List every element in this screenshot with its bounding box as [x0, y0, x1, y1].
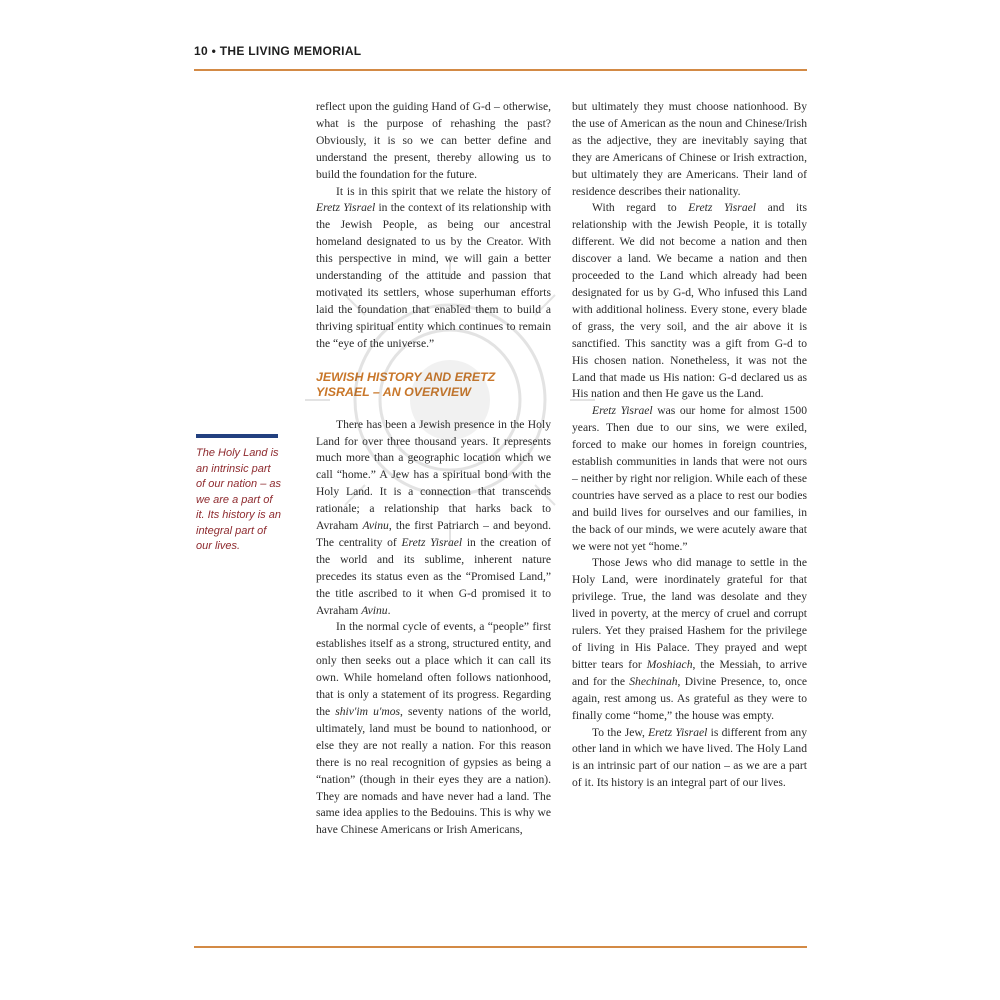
paragraph: Eretz Yisrael was our home for almost 1500 years. Then due to our sins, we were exiled, forced to make our homes in foreign countries, establish communities in lands that were not ours – neither by right nor religion. While each of these countries have served as a place to rest our bodies and build lives for ourselves and our families, in the back of our minds, we were acutely aware that we were not yet “home.” [572, 404, 807, 553]
paragraph: reflect upon the guiding Hand of G-d – otherwise, what is the purpose of rehashing the past? Obviously, it is so we can better define and understand the present, thereby allowing us to build the foundation for the future. [316, 100, 551, 181]
section-heading: JEWISH HISTORY AND ERETZ YISRAEL – AN OVERVIEW [316, 369, 496, 400]
sidebar-accent-bar [196, 434, 278, 438]
paragraph: Those Jews who did manage to settle in the Holy Land, were inordinately grateful for that privilege. True, the land was desolate and they lived in poverty, at the mercy of cruel and corrupt rulers. Yet they praised Hashem for the privilege of living in His Palace. They prayed and wept bitter tears for Moshiach, the Messiah, to arrive and for the Shechinah, Divine Presence, to, once again, rest among us. As grateful as they were to finally come “home,” the house was empty. [572, 556, 807, 722]
paragraph: but ultimately they must choose nationhood. By the use of American as the noun and Chinese/Irish as the adjective, they are inevitably saying that they are Americans of Chinese or Irish extraction, but ultimately they are Americans. Their land of residence describes their nationality. [572, 100, 807, 198]
paragraph: It is in this spirit that we relate the history of Eretz Yisrael in the context of its relationship with the Jewish People, as being our ancestral homeland designated to us by the Creator. With this perspective in mind, we will gain a better understanding of the attitude and passion that motivated its settlers, whose superhuman efforts laid the foundation that enabled them to build a thriving spiritual entity which continues to remain the “eye of the universe.” [316, 184, 551, 350]
paragraph: With regard to Eretz Yisrael and its relationship with the Jewish People, it is totally different. We did not become a nation and then discover a land. We became a nation and then proceeded to the Land which already had been designated for us by G-d, Who infused this Land with additional holiness. Every stone, every blade of grass, the very soil, and the air above it is sanctified. This sanctity was a gift from G-d to His chosen nation. Nonetheless, it was not the Land that made us His nation: G-d declared us as His nation and then He gave us the Land. [572, 201, 807, 401]
paragraph: There has been a Jewish presence in the Holy Land for over three thousand years. It represents much more than a geographic location which we call “home.” A Jew has a spiritual bond with the Holy Land. It is a connection that transcends rationale; a relationship that harks back to Avraham Avinu, the first Patriarch – and beyond. The centrality of Eretz Yisrael in the creation of the world and its sublime, inherent nature precedes its status even as the “Promised Land,” the title ascribed to it when G-d promised it to Avraham Avinu. [316, 417, 551, 617]
text-column-right [572, 99, 807, 792]
paragraph: In the normal cycle of events, a “people” first establishes itself as a strong, structured entity, and only then seeks out a place which it can call its own. While homeland often follows nationhood, that is only a statement of its progress. Regarding the shiv'im u'mos, seventy nations of the world, ultimately, land must be bound to nationhood, or else they are not really a nation. For this reason there is no real recognition of gypsies as being a “nation” (though in their eyes they are a nation). They are nomads and have never had a land. The same idea applies to the Bedouins. This is why we have Chinese Americans or Irish Americans, [316, 620, 552, 837]
header-rule [194, 69, 807, 71]
text-column-left [316, 99, 551, 839]
paragraph: To the Jew, Eretz Yisrael is different from any other land in which we have lived. The Holy Land is an intrinsic part of our nation – as we are a part of it. Its history is an integral part of our lives. [572, 725, 807, 790]
running-head: 10 • THE LIVING MEMORIAL [194, 44, 362, 58]
footer-rule [194, 946, 807, 948]
sidebar-pull-quote: The Holy Land is an intrinsic part of our nation – as we are a part of it. Its history is an integral part of our lives. [196, 447, 282, 552]
